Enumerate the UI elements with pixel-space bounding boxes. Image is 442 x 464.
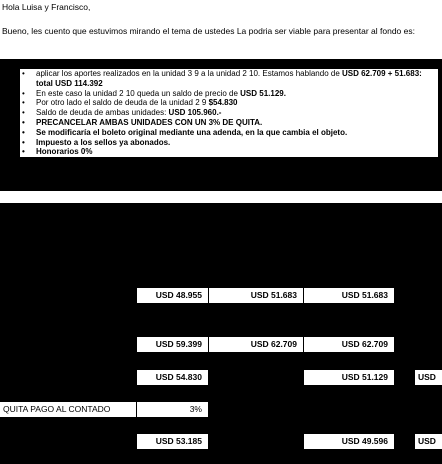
bullet-text: aplicar los aportes realizados en la unidad 3 9 a la unidad 2 10. Estamos hablando de xyxy=(36,69,342,78)
bullet-list xyxy=(20,69,438,157)
cell-r1-c2[interactable]: USD 51.683 xyxy=(209,288,303,303)
bullet-dot-icon: • xyxy=(22,137,25,147)
bullet-bold-text: Honorarios 0% xyxy=(36,147,93,157)
quita-value[interactable]: 3% xyxy=(137,402,208,417)
cell-r3-c3[interactable]: USD 51.129 xyxy=(304,370,394,385)
bullet-bold-text: $54.830 xyxy=(208,98,238,108)
bullet-bold-text: Se modificaría el boleto original mediante una adenda, en la que cambia el objeto. xyxy=(36,127,348,137)
cell-r5-c1[interactable]: USD 53.185 xyxy=(137,434,208,449)
cell-r1-c3[interactable]: USD 51.683 xyxy=(304,288,394,303)
spreadsheet-area xyxy=(0,203,442,464)
bullet-dot-icon: • xyxy=(22,69,25,78)
bullet-item xyxy=(20,89,438,99)
bullet-dot-icon: • xyxy=(22,108,25,118)
bullet-bold-text: PRECANCELAR AMBAS UNIDADES CON UN 3% DE QUITA. xyxy=(36,117,263,127)
bullet-bold-text: USD 51.129. xyxy=(240,88,286,98)
quita-label[interactable]: QUITA PAGO AL CONTADO xyxy=(0,402,136,417)
cell-r1-c1[interactable]: USD 48.955 xyxy=(137,288,208,303)
bullet-item xyxy=(20,147,438,157)
bullet-item xyxy=(20,128,438,138)
bullet-item xyxy=(20,138,438,148)
bullet-item xyxy=(20,118,438,128)
bullet-bold-text: USD 105.960.- xyxy=(168,108,222,118)
bullet-panel xyxy=(0,59,442,191)
cell-r5-c4[interactable]: USD xyxy=(415,434,442,449)
bullet-dot-icon: • xyxy=(22,127,25,137)
bullet-dot-icon: • xyxy=(22,147,25,157)
bullet-bold-text: Impuesto a los sellos ya abonados. xyxy=(36,137,171,147)
email-greeting: Hola Luisa y Francisco, xyxy=(2,2,91,12)
separator xyxy=(0,191,442,203)
cell-r2-c3[interactable]: USD 62.709 xyxy=(304,337,394,352)
cell-r3-c1[interactable]: USD 54.830 xyxy=(137,370,208,385)
bullet-item xyxy=(20,108,438,118)
bullet-item xyxy=(20,98,438,108)
cell-r3-c4[interactable]: USD xyxy=(415,370,442,385)
bullet-text: Por otro lado el saldo de deuda de la unidad 2 9 xyxy=(36,98,209,108)
bullet-dot-icon: • xyxy=(22,88,25,98)
bullet-dot-icon: • xyxy=(22,98,25,108)
bullet-item xyxy=(20,69,438,89)
cell-r2-c1[interactable]: USD 59.399 xyxy=(137,337,208,352)
bullet-dot-icon: • xyxy=(22,117,25,127)
cell-r5-c3[interactable]: USD 49.596 xyxy=(304,434,394,449)
email-intro: Bueno, les cuento que estuvimos mirando el tema de ustedes La podria ser viable para presentar al fondo es: xyxy=(2,26,415,36)
bullet-text: En este caso la unidad 2 10 queda un saldo de precio de xyxy=(36,88,241,98)
email-body xyxy=(0,0,442,59)
cell-r2-c2[interactable]: USD 62.709 xyxy=(209,337,303,352)
bullet-text: Saldo de deuda de ambas unidades: xyxy=(36,108,169,118)
bullet-bold-text: USD 62.709 + 51.683: total USD 114.392 xyxy=(36,69,422,88)
